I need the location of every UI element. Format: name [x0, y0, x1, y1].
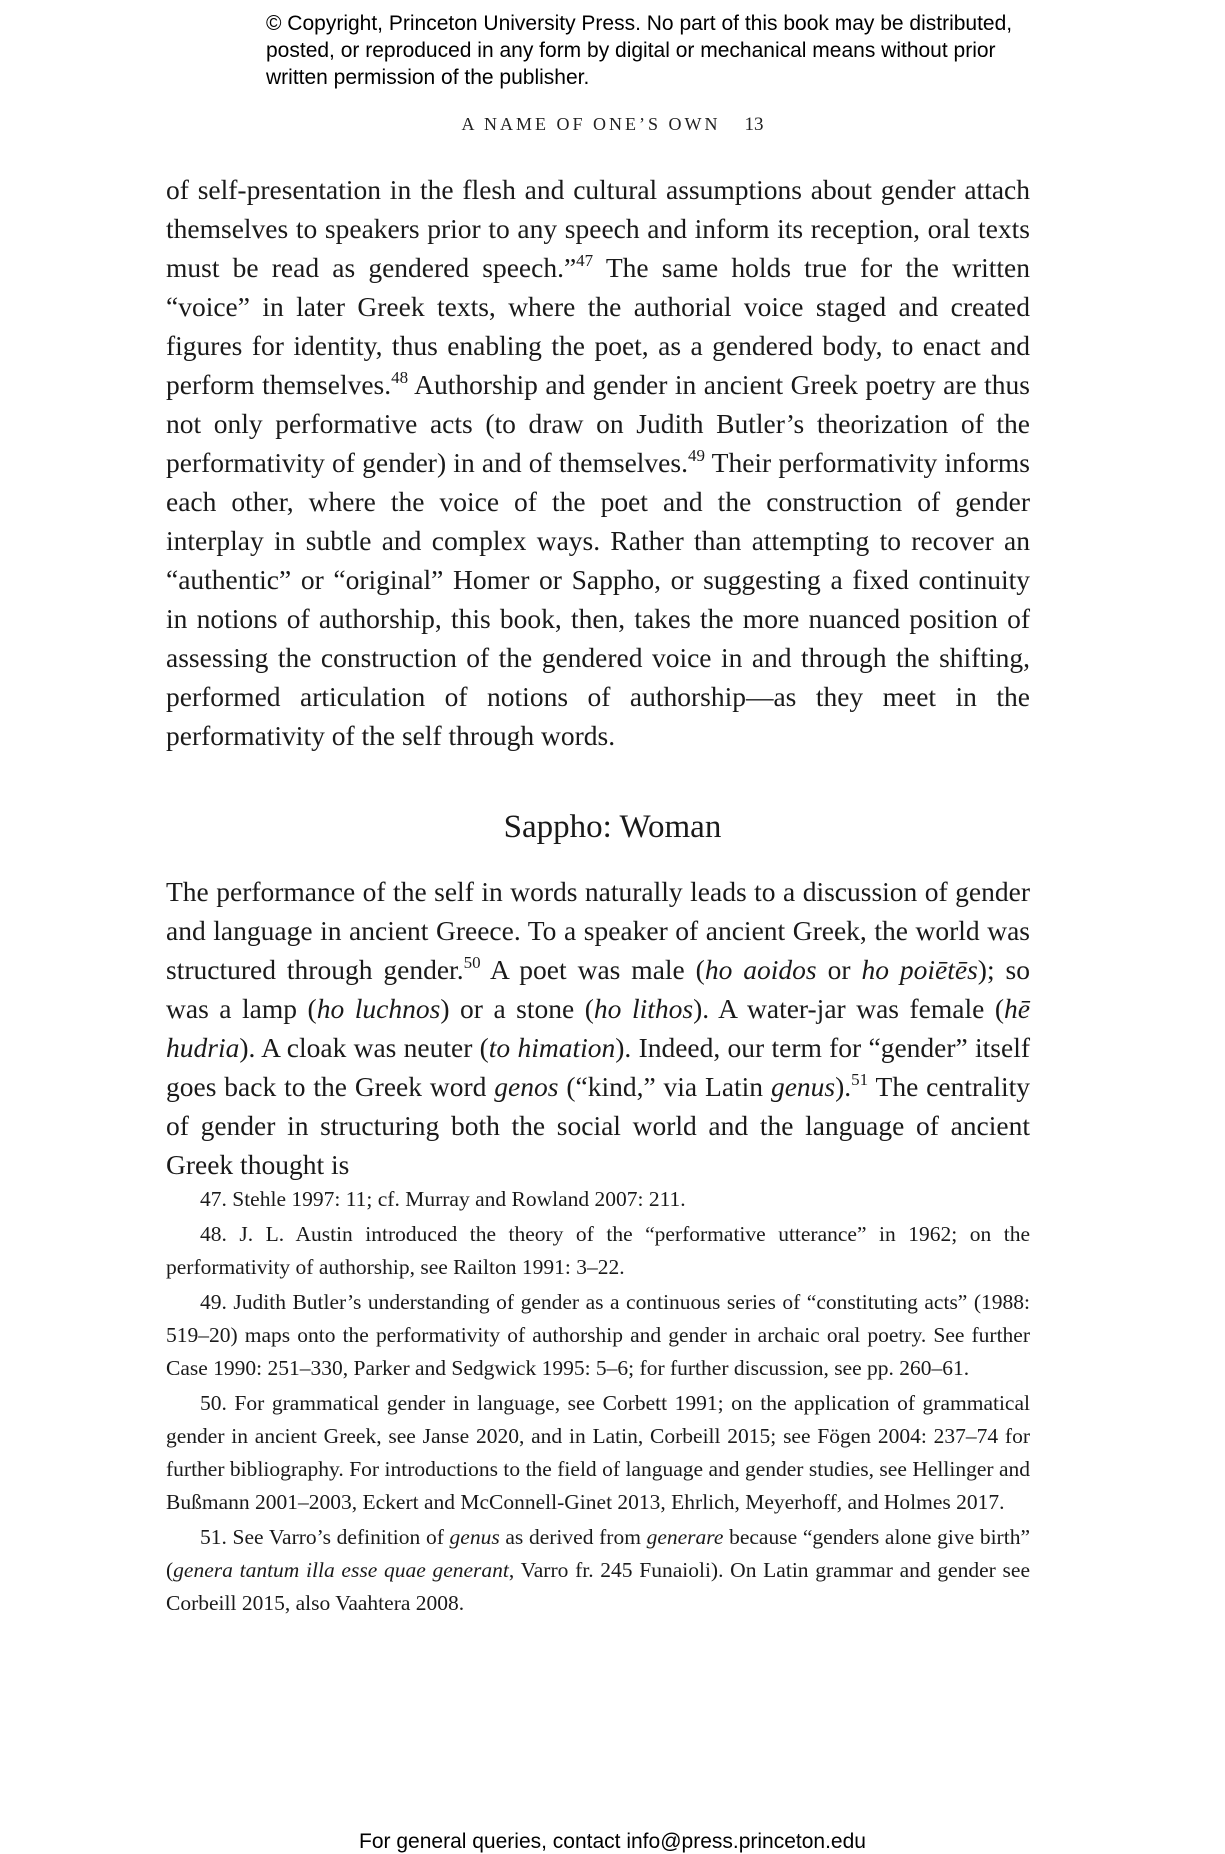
italic-term: generare — [646, 1525, 724, 1549]
italic-term: genos — [494, 1071, 559, 1102]
footnote-48: 48. J. L. Austin introduced the theory of the “performative utterance” in 1962; on the performativity of authorship, see Railton 1991: 3–22. — [166, 1222, 1030, 1279]
footnotes — [166, 1183, 1030, 1622]
footnote-ref-50[interactable]: 50 — [463, 953, 481, 972]
italic-term: genus — [449, 1525, 500, 1549]
footnote-51 — [166, 1521, 1030, 1620]
text-run: ) or a stone ( — [440, 993, 594, 1024]
page-number: 13 — [744, 114, 764, 135]
text-run: ). A cloak was neuter ( — [239, 1032, 489, 1063]
italic-term: ho luchnos — [316, 993, 441, 1024]
text-run: because “genders alone give birth” ( — [166, 1525, 1030, 1582]
contact-footer: For general queries, contact info@press.princeton.edu — [359, 1830, 866, 1853]
body-paragraph-2 — [166, 872, 1030, 1184]
text-run: The performance of the self in words naturally leads to a discussion of gender and language in ancient Greece. To a speaker of ancient Greek, the world was structured through gender. — [166, 876, 1030, 985]
text-run: 51. See Varro’s definition of — [200, 1525, 450, 1549]
text-run: The same holds true for the written “voice” in later Greek texts, where the authorial voice staged and created figures for identity, thus enabling the poet, as a gendered body, to enact and perform themselves. — [166, 252, 1030, 400]
footnote-50: 50. For grammatical gender in language, see Corbett 1991; on the application of grammatical gender in ancient Greek, see Janse 2020, and in Latin, Corbeill 2015; see Fögen 2004: 237–74 for further bibliography. For introductions to the field of language and gender studies, see Hellinger and Bußmann 2001–2003, Eckert and McConnell-Ginet 2013, Ehrlich, Meyerhoff, and Holmes 2017. — [166, 1391, 1030, 1514]
text-run: as derived from — [499, 1525, 647, 1549]
running-head — [0, 114, 1225, 136]
text-run: or — [816, 954, 862, 985]
italic-term: ho lithos — [593, 993, 694, 1024]
italic-term: ho poiētēs — [861, 954, 978, 985]
footnote-ref-51[interactable]: 51 — [851, 1070, 869, 1089]
italic-term: ho aoidos — [704, 954, 817, 985]
text-run: (“kind,” via Latin — [558, 1071, 771, 1102]
footnote-ref-47[interactable]: 47 — [576, 251, 594, 270]
text-run: ); so was a lamp ( — [166, 954, 1030, 1024]
text-run: The centrality of gender in structuring both the social world and the language of ancient Greek thought is — [166, 1071, 1031, 1180]
text-run: , Varro fr. 245 Funaioli). On Latin grammar and gender see Corbeill 2015, also Vaahtera 2008. — [166, 1558, 1030, 1615]
footnote-ref-49[interactable]: 49 — [687, 446, 705, 465]
section-heading: Sappho: Woman — [503, 809, 722, 845]
text-run: Authorship and gender in ancient Greek poetry are thus not only performative acts (to draw on Judith Butler’s theorization of the performativity of gender) in and of themselves. — [166, 369, 1030, 478]
text-run: ). — [835, 1071, 852, 1102]
italic-term: genus — [770, 1071, 836, 1102]
footnote-47: 47. Stehle 1997: 11; cf. Murray and Rowland 2007: 211. — [200, 1187, 686, 1211]
italic-term: genera tantum illa esse quae generant — [173, 1558, 509, 1582]
text-run: ). Indeed, our term for “gender” itself goes back to the Greek word — [166, 1032, 1030, 1102]
text-run: of self-presentation in the flesh and cultural assumptions about gender attach themselves to speakers prior to any speech and inform its reception, oral texts must be read as gendered speech.” — [166, 174, 1030, 283]
text-run: A poet was male ( — [480, 954, 705, 985]
copyright-notice: © Copyright, Princeton University Press. No part of this book may be distributed, posted, or reproduced in any form by digital or mechanical means without prior written permission of the publisher. — [266, 12, 1013, 89]
italic-term: hē hudria — [166, 993, 1030, 1063]
footnote-ref-48[interactable]: 48 — [391, 368, 409, 387]
running-head-title: A NAME OF ONE’S OWN — [461, 114, 721, 134]
body-paragraph-1 — [166, 170, 1030, 755]
footnote-49: 49. Judith Butler’s understanding of gender as a continuous series of “constituting acts” (1988: 519–20) maps onto the performativity of authorship and gender in archaic oral poetry. See further Case 1990: 251–330, Parker and Sedgwick 1995: 5–6; for further discussion, see pp. 260–61. — [166, 1290, 1030, 1380]
italic-term: to himation — [488, 1032, 616, 1063]
text-run: ). A water-jar was female ( — [693, 993, 1005, 1024]
text-run: Their performativity informs each other, where the voice of the poet and the construction of gender interplay in subtle and complex ways. Rather than attempting to recover an “authentic” or “original” Homer or Sappho, or suggesting a fixed continuity in notions of authorship, this book, then, takes the more nuanced position of assessing the construction of the gendered voice in and through the shifting, performed articulation of notions of authorship—as they meet in the performativity of the self through words. — [166, 447, 1030, 751]
